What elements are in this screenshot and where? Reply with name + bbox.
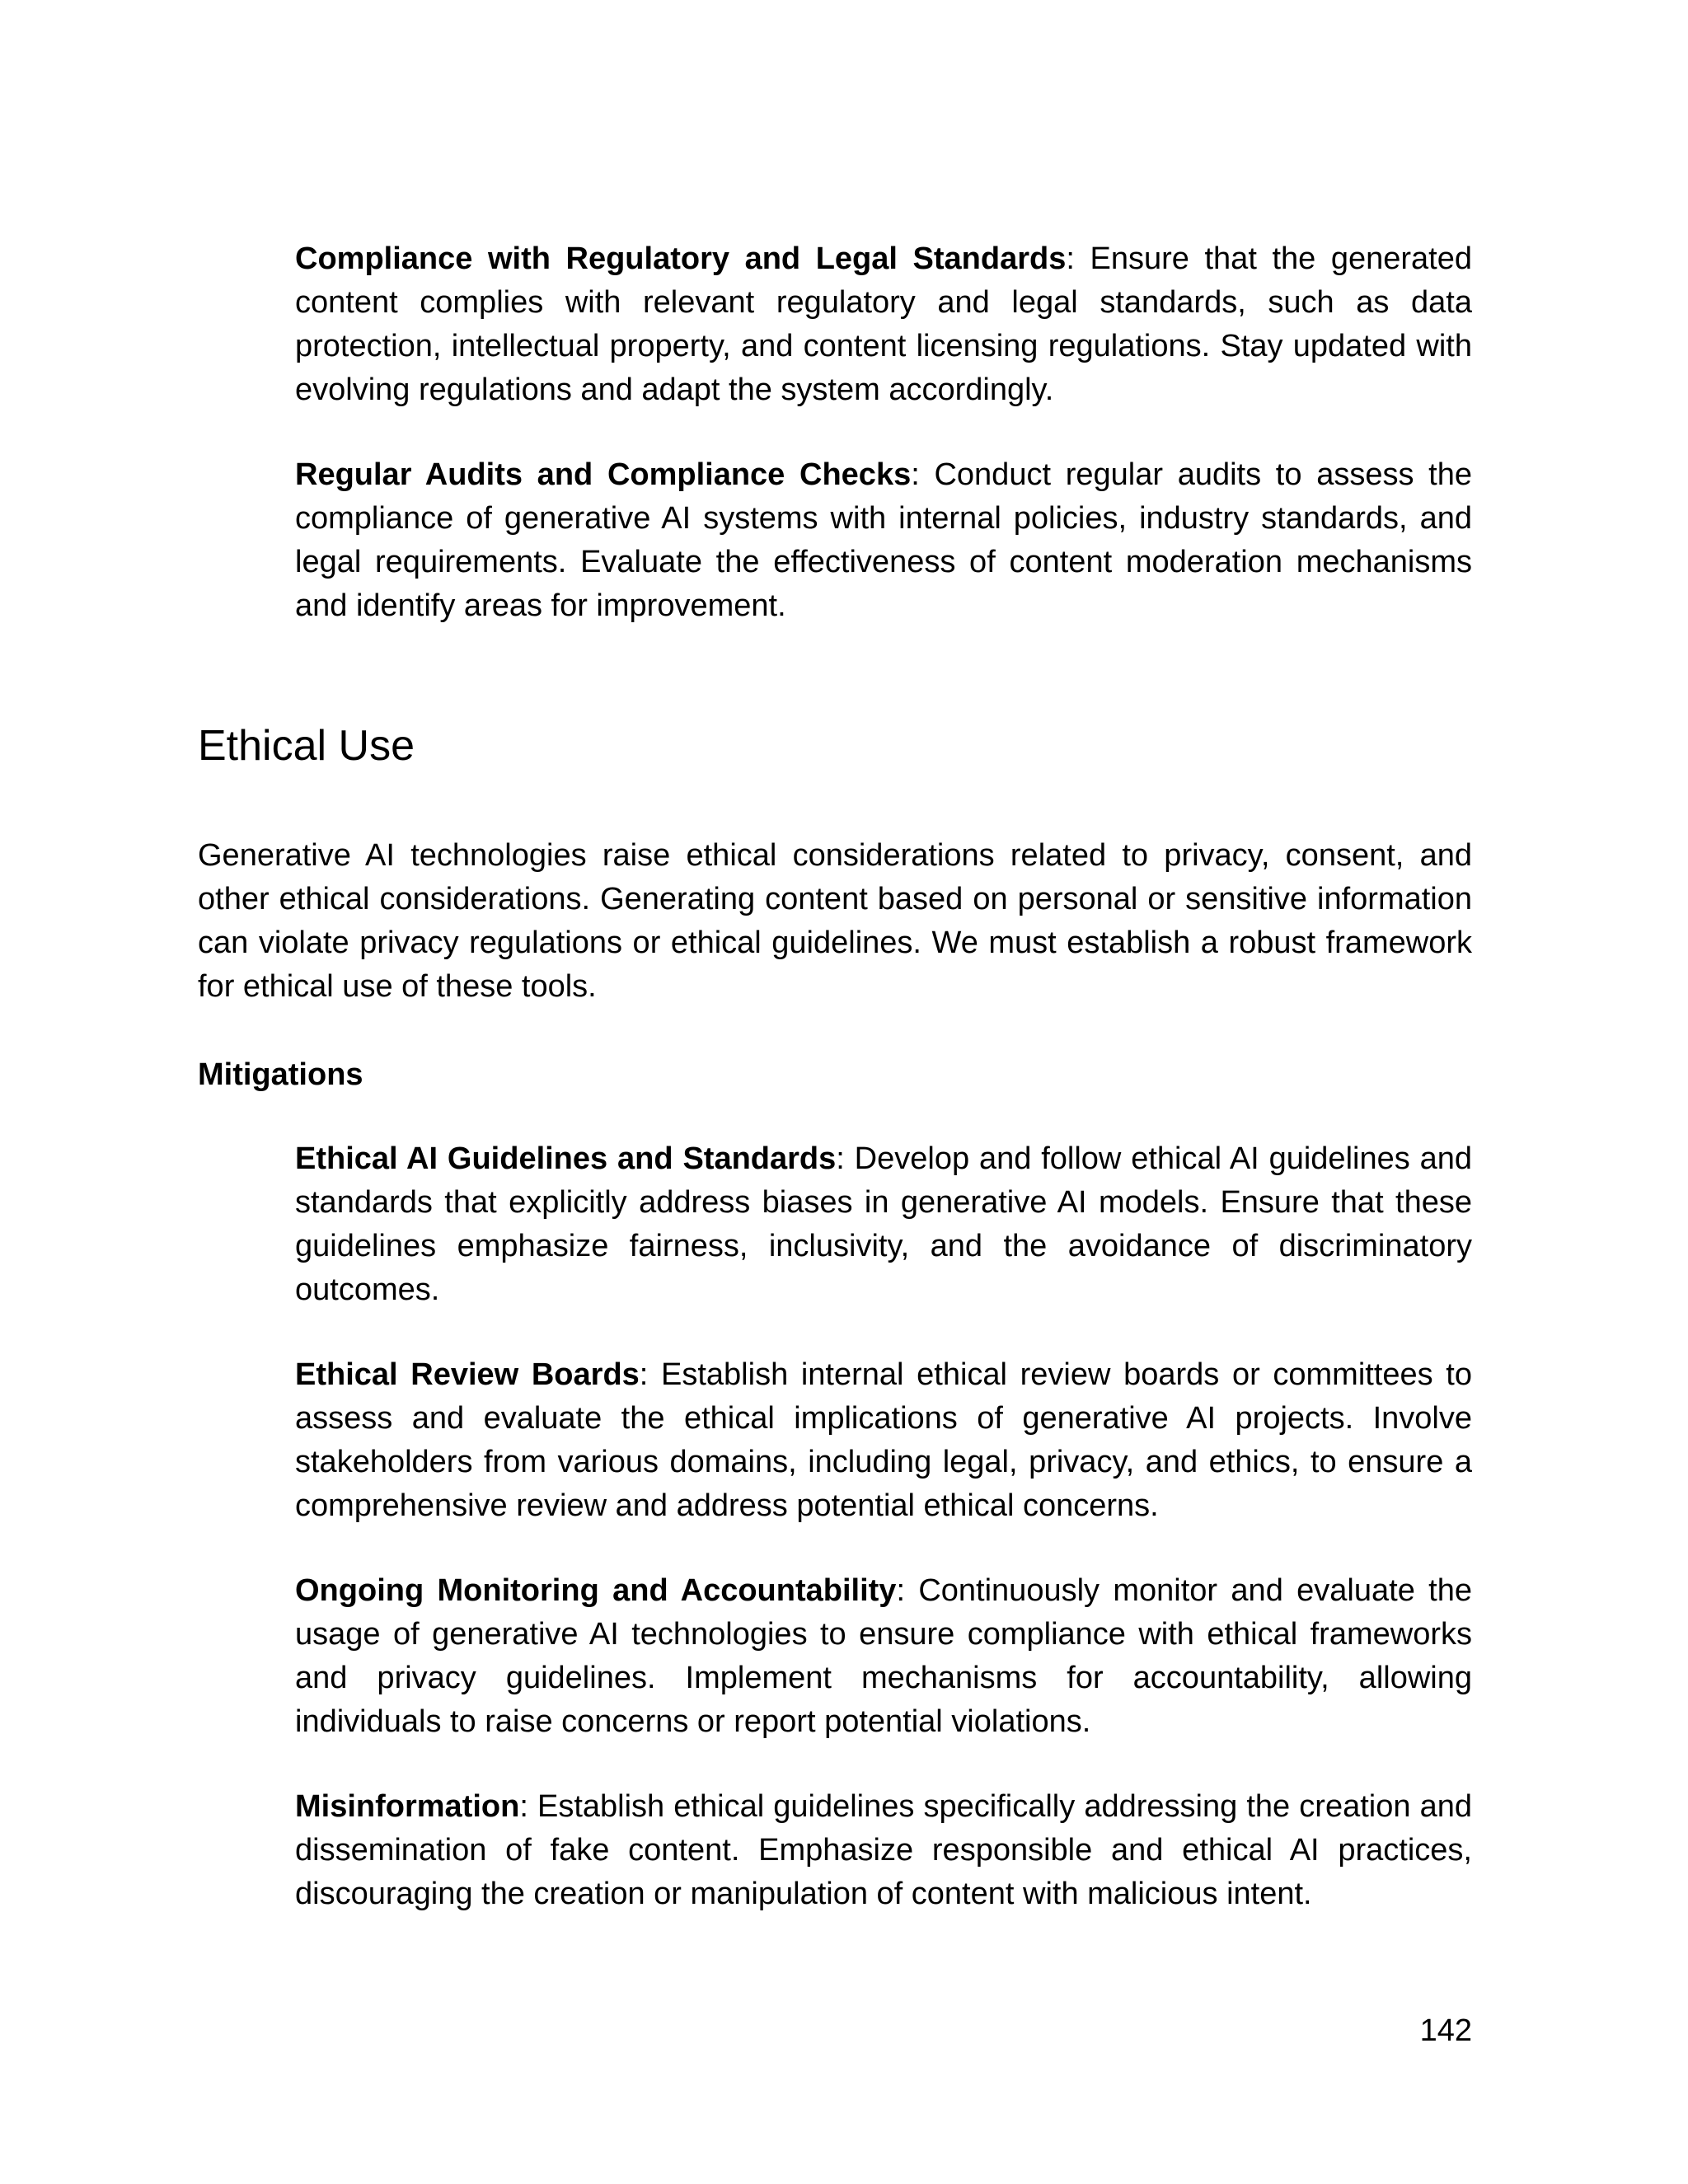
text-compliance-legal-standards: : Ensure that the generated content complies with relevant regulatory and legal standards, such as data protection, intellectual property, and content licensing regulations. Stay updated with evolving regulations and adapt the system accordingly. (295, 241, 1473, 407)
term-compliance-legal-standards: Compliance with Regulatory and Legal Standards (295, 241, 1067, 276)
term-misinformation: Misinformation (295, 1789, 520, 1824)
term-ongoing-monitoring: Ongoing Monitoring and Accountability (295, 1573, 897, 1608)
text-ethical-review-boards: : Establish internal ethical review boards or committees to assess and evaluate the ethical implications of generative AI projects. Involve stakeholders from various domains, including legal, privacy, and ethics, to ensure a comprehensive review and address potential ethical concerns. (295, 1357, 1472, 1523)
paragraph-ongoing-monitoring (295, 1569, 1472, 1744)
term-ethical-review-boards: Ethical Review Boards (295, 1357, 640, 1392)
paragraph-ethical-ai-guidelines (295, 1137, 1472, 1312)
term-regular-audits: Regular Audits and Compliance Checks (295, 457, 912, 492)
section-heading-ethical-use: Ethical Use (198, 722, 415, 770)
term-ethical-ai-guidelines: Ethical AI Guidelines and Standards (295, 1141, 837, 1176)
subheading-mitigations: Mitigations (198, 1057, 363, 1092)
paragraph-ethical-review-boards (295, 1353, 1472, 1528)
text-ethical-ai-guidelines: : Develop and follow ethical AI guidelines and standards that explicitly address biases in generative AI models. Ensure that these guidelines emphasize fairness, inclusivity, and the avoidance of discriminatory outcomes. (295, 1141, 1472, 1307)
paragraph-regular-audits (295, 453, 1472, 628)
paragraph-compliance-legal-standards (295, 237, 1472, 412)
paragraph-misinformation (295, 1785, 1472, 1916)
text-ongoing-monitoring: : Continuously monitor and evaluate the usage of generative AI technologies to ensure compliance with ethical frameworks and privacy guidelines. Implement mechanisms for accountability, allowing individuals to raise concerns or report potential violations. (295, 1573, 1473, 1739)
text-regular-audits: : Conduct regular audits to assess the compliance of generative AI systems with internal policies, industry standards, and legal requirements. Evaluate the effectiveness of content moderation mechanisms and identify areas for improvement. (295, 457, 1472, 623)
page-number: 142 (1419, 2013, 1472, 2048)
text-misinformation: : Establish ethical guidelines specifically addressing the creation and dissemination of fake content. Emphasize responsible and ethical AI practices, discouraging the creation or manipulation of content with malicious intent. (295, 1789, 1472, 1911)
paragraph-ethical-use-intro: Generative AI technologies raise ethical considerations related to privacy, consent, and other ethical considerations. Generating content based on personal or sensitive information can violate privacy regulations or ethical guidelines. We must establish a robust framework for ethical use of these tools. (198, 838, 1472, 1004)
